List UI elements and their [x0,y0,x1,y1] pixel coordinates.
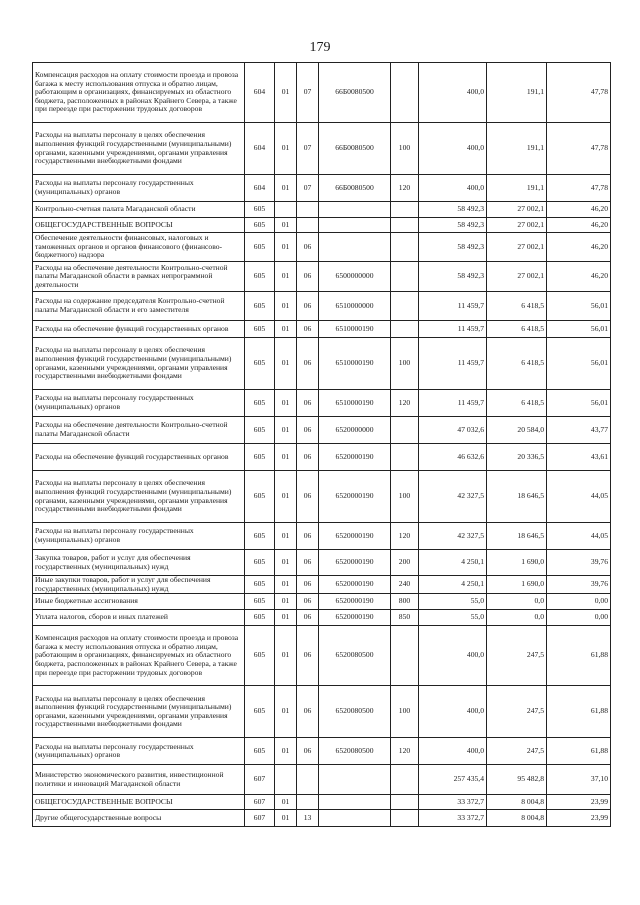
code-vr: 120 [391,175,419,202]
value-percent: 46,20 [547,202,611,218]
code-ved: 605 [245,576,275,594]
row-name: Расходы на обеспечение деятельности Контрольно-счетной палаты Магаданской области в рамках непрограммной деятельности [33,262,245,292]
value-fact: 6 418,5 [487,338,547,390]
code-ved: 605 [245,610,275,626]
table-row [33,444,611,471]
value-fact: 191,1 [487,63,547,123]
code-csr: 6520080500 [319,626,391,686]
code-csr: 6520000190 [319,444,391,471]
value-plan: 33 372,7 [419,795,487,810]
value-plan: 400,0 [419,626,487,686]
code-vr [391,218,419,233]
code-rz: 01 [275,550,297,576]
code-ved: 607 [245,765,275,795]
code-csr: 6510000190 [319,390,391,417]
table-row [33,610,611,626]
code-ved: 605 [245,626,275,686]
code-pr: 07 [297,63,319,123]
value-percent: 46,20 [547,218,611,233]
code-vr [391,202,419,218]
code-pr: 06 [297,594,319,610]
code-rz: 01 [275,218,297,233]
table-row [33,795,611,810]
row-name: Закупка товаров, работ и услуг для обеспечения государственных (муниципальных) нужд [33,550,245,576]
code-rz: 01 [275,795,297,810]
table-row [33,321,611,338]
code-csr: 6520080500 [319,738,391,765]
row-name: Расходы на выплаты персоналу государственных (муниципальных) органов [33,175,245,202]
code-csr: 6510000190 [319,338,391,390]
table-row [33,262,611,292]
code-csr: 6510000000 [319,292,391,321]
value-percent: 44,05 [547,471,611,523]
value-fact: 8 004,8 [487,795,547,810]
value-plan: 400,0 [419,686,487,738]
value-fact: 0,0 [487,610,547,626]
code-rz: 01 [275,444,297,471]
code-ved: 605 [245,262,275,292]
row-name: ОБЩЕГОСУДАРСТВЕННЫЕ ВОПРОСЫ [33,795,245,810]
code-rz: 01 [275,594,297,610]
code-vr: 100 [391,338,419,390]
code-csr: 66Б0080500 [319,123,391,175]
table-row [33,390,611,417]
code-ved: 607 [245,810,275,827]
value-percent: 0,00 [547,594,611,610]
code-vr [391,262,419,292]
value-plan: 58 492,3 [419,218,487,233]
code-csr [319,810,391,827]
table-row [33,686,611,738]
value-fact: 0,0 [487,594,547,610]
value-fact: 27 002,1 [487,262,547,292]
code-csr: 6510000190 [319,321,391,338]
row-name: Расходы на выплаты персоналу государственных (муниципальных) органов [33,523,245,550]
code-rz [275,765,297,795]
value-fact: 6 418,5 [487,321,547,338]
code-rz: 01 [275,471,297,523]
code-csr: 6520000190 [319,594,391,610]
code-csr: 6520000190 [319,576,391,594]
code-rz: 01 [275,686,297,738]
value-plan: 11 459,7 [419,292,487,321]
code-pr: 06 [297,471,319,523]
table-row [33,550,611,576]
code-ved: 607 [245,795,275,810]
code-csr: 6520000190 [319,523,391,550]
table-row [33,765,611,795]
value-percent: 43,61 [547,444,611,471]
value-percent: 39,76 [547,550,611,576]
code-pr: 06 [297,292,319,321]
code-rz: 01 [275,576,297,594]
row-name: Иные бюджетные ассигнования [33,594,245,610]
page-number: 179 [309,40,331,55]
value-fact: 1 690,0 [487,576,547,594]
code-rz: 01 [275,390,297,417]
row-name: Расходы на обеспечение функций государственных органов [33,444,245,471]
table-row [33,233,611,262]
code-ved: 605 [245,523,275,550]
table-row [33,63,611,123]
table-row [33,218,611,233]
code-ved: 605 [245,417,275,444]
row-name: Расходы на обеспечение функций государственных органов [33,321,245,338]
code-vr [391,233,419,262]
code-csr: 6520000190 [319,471,391,523]
value-percent: 47,78 [547,123,611,175]
code-rz: 01 [275,292,297,321]
code-rz: 01 [275,262,297,292]
value-fact: 191,1 [487,123,547,175]
code-vr [391,417,419,444]
table-row [33,417,611,444]
row-name: ОБЩЕГОСУДАРСТВЕННЫЕ ВОПРОСЫ [33,218,245,233]
code-vr [391,626,419,686]
code-pr: 06 [297,626,319,686]
value-percent: 44,05 [547,523,611,550]
value-plan: 11 459,7 [419,321,487,338]
code-rz: 01 [275,321,297,338]
value-percent: 43,77 [547,417,611,444]
code-ved: 604 [245,175,275,202]
table-row [33,810,611,827]
code-ved: 605 [245,594,275,610]
code-csr [319,765,391,795]
code-pr [297,218,319,233]
table-row [33,202,611,218]
code-rz: 01 [275,626,297,686]
code-pr: 06 [297,390,319,417]
code-csr: 6500000000 [319,262,391,292]
code-ved: 605 [245,444,275,471]
code-pr: 06 [297,686,319,738]
value-plan: 47 032,6 [419,417,487,444]
value-percent: 56,01 [547,321,611,338]
value-fact: 1 690,0 [487,550,547,576]
value-fact: 27 002,1 [487,202,547,218]
code-ved: 605 [245,471,275,523]
table-row [33,626,611,686]
value-fact: 27 002,1 [487,233,547,262]
value-plan: 400,0 [419,123,487,175]
code-csr: 6520080500 [319,686,391,738]
value-plan: 55,0 [419,610,487,626]
table-row [33,738,611,765]
value-fact: 18 646,5 [487,523,547,550]
value-percent: 61,88 [547,738,611,765]
row-name: Обеспечение деятельности финансовых, налоговых и таможенных органов и органов финансового (финансово-бюджетного) надзора [33,233,245,262]
code-vr: 120 [391,523,419,550]
code-rz: 01 [275,810,297,827]
code-rz: 01 [275,738,297,765]
code-ved: 605 [245,390,275,417]
code-pr: 06 [297,262,319,292]
code-csr: 6520000000 [319,417,391,444]
row-name: Иные закупки товаров, работ и услуг для обеспечения государственных (муниципальных) нужд [33,576,245,594]
code-vr: 100 [391,471,419,523]
code-pr: 06 [297,738,319,765]
value-fact: 247,5 [487,626,547,686]
code-pr: 06 [297,523,319,550]
code-pr: 06 [297,417,319,444]
table-row [33,523,611,550]
value-plan: 58 492,3 [419,262,487,292]
code-vr: 850 [391,610,419,626]
code-ved: 604 [245,123,275,175]
value-percent: 0,00 [547,610,611,626]
code-pr: 06 [297,610,319,626]
code-ved: 605 [245,218,275,233]
value-fact: 20 584,0 [487,417,547,444]
value-fact: 18 646,5 [487,471,547,523]
value-plan: 400,0 [419,175,487,202]
row-name: Расходы на содержание председателя Контрольно-счетной палаты Магаданской области и его заместителя [33,292,245,321]
code-vr [391,795,419,810]
code-vr: 200 [391,550,419,576]
value-plan: 11 459,7 [419,338,487,390]
value-fact: 95 482,8 [487,765,547,795]
code-vr [391,63,419,123]
table-body [33,63,611,827]
table-row [33,175,611,202]
code-ved: 605 [245,738,275,765]
value-percent: 56,01 [547,338,611,390]
row-name: Другие общегосударственные вопросы [33,810,245,827]
code-pr [297,795,319,810]
code-vr [391,321,419,338]
row-name: Расходы на выплаты персоналу в целях обеспечения выполнения функций государственными (муниципальными) органами, казенными учреждениями, органами управления государственными внебюджетными фондами [33,686,245,738]
code-csr [319,233,391,262]
value-fact: 6 418,5 [487,390,547,417]
value-percent: 23,99 [547,810,611,827]
code-vr: 800 [391,594,419,610]
value-plan: 11 459,7 [419,390,487,417]
code-pr: 06 [297,550,319,576]
code-vr: 120 [391,390,419,417]
row-name: Расходы на выплаты персоналу в целях обеспечения выполнения функций государственными (муниципальными) органами, казенными учреждениями, органами управления государственными внебюджетными фондами [33,471,245,523]
code-csr: 6520000190 [319,610,391,626]
value-plan: 58 492,3 [419,233,487,262]
value-percent: 37,10 [547,765,611,795]
code-vr [391,810,419,827]
table-row [33,471,611,523]
code-vr: 100 [391,123,419,175]
row-name: Расходы на обеспечение деятельности Контрольно-счетной палаты Магаданской области [33,417,245,444]
row-name: Контрольно-счетная палата Магаданской области [33,202,245,218]
value-plan: 400,0 [419,63,487,123]
value-plan: 4 250,1 [419,550,487,576]
code-vr: 240 [391,576,419,594]
code-vr [391,292,419,321]
code-csr: 6520000190 [319,550,391,576]
value-fact: 6 418,5 [487,292,547,321]
code-pr: 13 [297,810,319,827]
code-rz: 01 [275,175,297,202]
code-pr [297,765,319,795]
value-fact: 27 002,1 [487,218,547,233]
value-fact: 20 336,5 [487,444,547,471]
code-rz: 01 [275,338,297,390]
code-csr: 66Б0080500 [319,175,391,202]
code-rz: 01 [275,63,297,123]
value-plan: 42 327,5 [419,523,487,550]
value-plan: 42 327,5 [419,471,487,523]
code-rz: 01 [275,523,297,550]
value-percent: 56,01 [547,292,611,321]
code-pr: 07 [297,123,319,175]
code-csr: 66Б0080500 [319,63,391,123]
row-name: Расходы на выплаты персоналу в целях обеспечения выполнения функций государственными (муниципальными) органами, казенными учреждениями, органами управления государственными внебюджетными фондами [33,338,245,390]
code-vr: 100 [391,686,419,738]
value-percent: 56,01 [547,390,611,417]
value-fact: 8 004,8 [487,810,547,827]
value-percent: 39,76 [547,576,611,594]
code-rz: 01 [275,123,297,175]
code-ved: 605 [245,686,275,738]
code-ved: 605 [245,321,275,338]
value-percent: 46,20 [547,262,611,292]
table-row [33,338,611,390]
code-ved: 605 [245,202,275,218]
row-name: Компенсация расходов на оплату стоимости проезда и провоза багажа к месту использования отпуска и обратно лицам, работающим в организациях, финансируемых из областного бюджета, расположенных в районах Крайнего Севера, а также при переезде при расторжении трудовых договоров [33,626,245,686]
code-pr: 06 [297,444,319,471]
value-percent: 61,88 [547,686,611,738]
value-plan: 55,0 [419,594,487,610]
value-fact: 247,5 [487,686,547,738]
row-name: Расходы на выплаты персоналу государственных (муниципальных) органов [33,738,245,765]
code-ved: 605 [245,550,275,576]
code-pr: 06 [297,338,319,390]
table-row [33,594,611,610]
code-ved: 604 [245,63,275,123]
code-rz: 01 [275,233,297,262]
budget-table [32,62,611,827]
value-plan: 33 372,7 [419,810,487,827]
value-plan: 257 435,4 [419,765,487,795]
code-ved: 605 [245,292,275,321]
row-name: Расходы на выплаты персоналу в целях обеспечения выполнения функций государственными (муниципальными) органами, казенными учреждениями, органами управления государственными внебюджетными фондами [33,123,245,175]
code-pr: 07 [297,175,319,202]
value-plan: 4 250,1 [419,576,487,594]
code-pr: 06 [297,321,319,338]
value-plan: 400,0 [419,738,487,765]
table-row [33,123,611,175]
code-csr [319,218,391,233]
row-name: Министерство экономического развития, инвестиционной политики и инноваций Магаданской области [33,765,245,795]
value-fact: 191,1 [487,175,547,202]
code-csr [319,795,391,810]
code-csr [319,202,391,218]
value-percent: 47,78 [547,63,611,123]
table-row [33,292,611,321]
row-name: Компенсация расходов на оплату стоимости проезда и провоза багажа к месту использования отпуска и обратно лицам, работающим в организациях, финансируемых из областного бюджета, расположенных в районах Крайнего Севера, а также при переезде при расторжении трудовых договоров [33,63,245,123]
code-ved: 605 [245,233,275,262]
value-percent: 61,88 [547,626,611,686]
code-rz [275,202,297,218]
row-name: Уплата налогов, сборов и иных платежей [33,610,245,626]
table-row [33,576,611,594]
code-ved: 605 [245,338,275,390]
code-vr [391,444,419,471]
code-pr [297,202,319,218]
code-pr: 06 [297,576,319,594]
row-name: Расходы на выплаты персоналу государственных (муниципальных) органов [33,390,245,417]
value-percent: 46,20 [547,233,611,262]
code-rz: 01 [275,417,297,444]
value-percent: 47,78 [547,175,611,202]
code-pr: 06 [297,233,319,262]
value-percent: 23,99 [547,795,611,810]
value-fact: 247,5 [487,738,547,765]
value-plan: 58 492,3 [419,202,487,218]
code-vr: 120 [391,738,419,765]
code-rz: 01 [275,610,297,626]
value-plan: 46 632,6 [419,444,487,471]
code-vr [391,765,419,795]
